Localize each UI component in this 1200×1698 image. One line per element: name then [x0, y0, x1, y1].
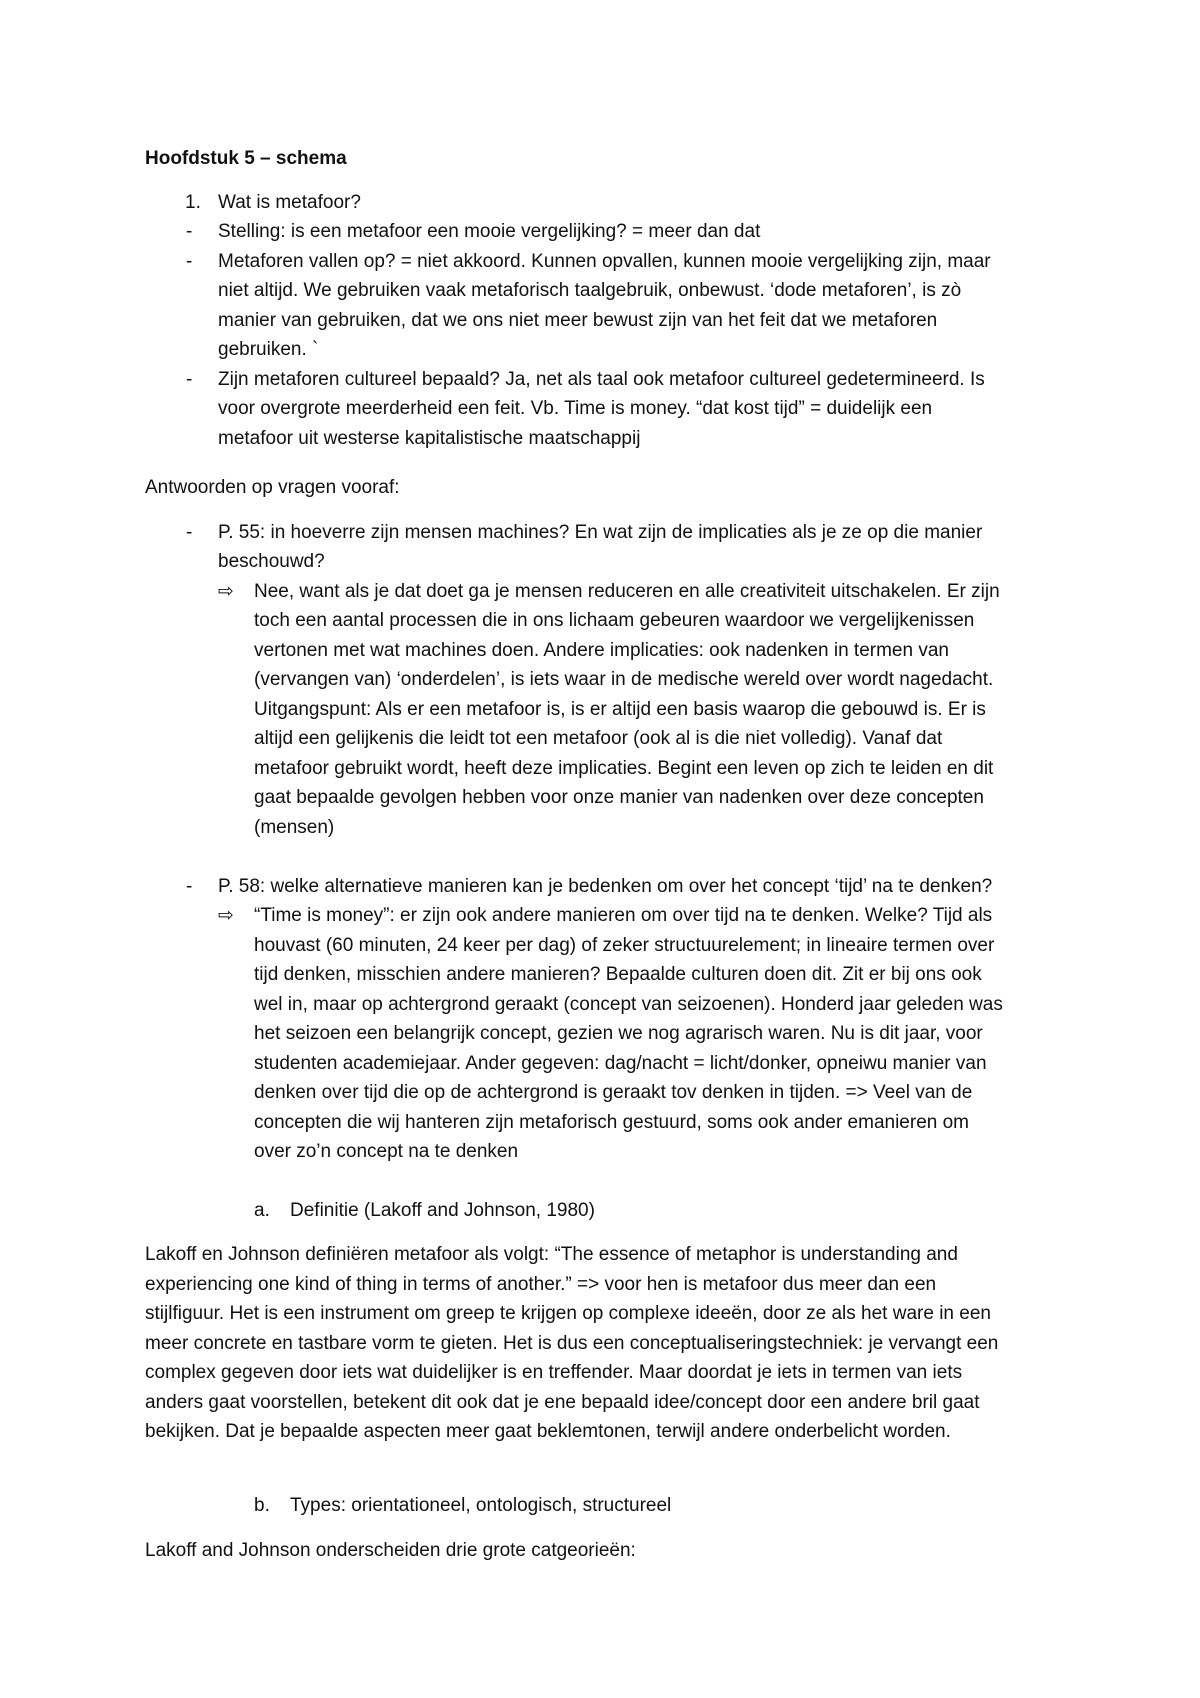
bullet-text: voor overgrote meerderheid een feit. Vb. Time is money. “dat kost tijd” = duidelijk een: [218, 398, 933, 419]
paragraph-line: stijlfiguur. Het is een instrument om greep te krijgen op complexe ideeën, door ze als het ware in een: [145, 1303, 991, 1324]
answer-text: metafoor gebruikt wordt, heeft deze implicaties. Begint een leven op zich te leiden en dit: [254, 758, 994, 779]
list-number: 1.: [185, 192, 201, 213]
dash-bullet: -: [186, 251, 193, 272]
answer-text: Uitgangspunt: Als er een metafoor is, is er altijd een basis waarop die gebouwd is. Er is: [254, 699, 986, 720]
section-heading: Wat is metafoor?: [218, 192, 361, 213]
answer-text: gaat bepaalde gevolgen hebben voor onze manier van nadenken over deze concepten: [254, 787, 984, 808]
section-heading: Antwoorden op vragen vooraf:: [145, 477, 400, 498]
bullet-text: gebruiken. `: [218, 339, 319, 360]
answer-text: over zo’n concept na te denken: [254, 1141, 519, 1162]
paragraph-line: meer concrete en tastbare vorm te gieten. Het is dus een conceptualiseringstechniek: je vervangt een: [145, 1333, 999, 1354]
paragraph-line: complex gegeven door iets wat duidelijker is en treffender. Maar doordat je iets in termen van iets: [145, 1362, 963, 1383]
bullet-text: Zijn metaforen cultureel bepaald? Ja, net als taal ook metafoor cultureel gedetermineerd. Is: [218, 369, 985, 390]
answer-text: houvast (60 minuten, 24 keer per dag) of zeker structuurelement; in lineaire termen over: [254, 935, 995, 956]
dash-bullet: -: [186, 522, 193, 543]
answer-text: tijd denken, misschien andere manieren? Bepaalde culturen doen dit. Zit er bij ons ook: [254, 964, 982, 985]
arrow-icon: ⇨: [218, 581, 234, 602]
bullet-text: manier van gebruiken, dat we ons niet meer bewust zijn van het feit dat we metaforen: [218, 310, 938, 331]
dash-bullet: -: [186, 221, 193, 242]
paragraph-line: Lakoff en Johnson definiëren metafoor als volgt: “The essence of metaphor is understanding and: [145, 1244, 958, 1265]
question-text: P. 55: in hoeverre zijn mensen machines? En wat zijn de implicaties als je ze op die manier: [218, 522, 983, 543]
bullet-text: Stelling: is een metafoor een mooie vergelijking? = meer dan dat: [218, 221, 761, 242]
answer-text: altijd een gelijkenis die leidt tot een metafoor (ook al is die niet volledig). Vanaf dat: [254, 728, 943, 749]
answer-text: denken over tijd die op de achtergrond is geraakt tov denken in tijden. => Veel van de: [254, 1082, 973, 1103]
answer-text: toch een aantal processen die in ons lichaam gebeuren waardoor we vergelijkenissen: [254, 610, 975, 631]
answer-text: (mensen): [254, 817, 335, 838]
question-text: P. 58: welke alternatieve manieren kan je bedenken om over het concept ‘tijd’ na te denken?: [218, 876, 993, 897]
answer-text: (vervangen van) ‘onderdelen’, is iets waar in de medische wereld over wordt nagedacht.: [254, 669, 994, 690]
answer-text: “Time is money”: er zijn ook andere manieren om over tijd na te denken. Welke? Tijd als: [254, 905, 993, 926]
bullet-text: niet altijd. We gebruiken vaak metaforisch taalgebruik, onbewust. ‘dode metaforen’, is zò: [218, 280, 962, 301]
paragraph-line: bekijken. Dat je bepaalde aspecten meer gaat beklemtonen, terwijl andere onderbelicht worden.: [145, 1421, 951, 1442]
dash-bullet: -: [186, 876, 193, 897]
dash-bullet: -: [186, 369, 193, 390]
subsection-heading: Definitie (Lakoff and Johnson, 1980): [290, 1200, 595, 1221]
bullet-text: metafoor uit westerse kapitalistische maatschappij: [218, 428, 641, 449]
subsection-heading: Types: orientationeel, ontologisch, structureel: [290, 1495, 672, 1516]
arrow-icon: ⇨: [218, 905, 234, 926]
answer-text: het seizoen een belangrijk concept, gezien we nog agrarisch waren. Nu is dit jaar, voor: [254, 1023, 983, 1044]
paragraph-line: anders gaat voorstellen, betekent dit ook dat je ene bepaald idee/concept door een andere bril gaat: [145, 1392, 980, 1413]
answer-text: Nee, want als je dat doet ga je mensen reduceren en alle creativiteit uitschakelen. Er zijn: [254, 581, 1000, 602]
paragraph-line: experiencing one kind of thing in terms of another.” => voor hen is metafoor dus meer dan een: [145, 1274, 937, 1295]
answer-text: wel in, maar op achtergrond geraakt (concept van seizoenen). Honderd jaar geleden was: [254, 994, 1003, 1015]
list-marker: b.: [254, 1495, 270, 1516]
answer-text: vertonen met wat machines doen. Andere implicaties: ook nadenken in termen van: [254, 640, 949, 661]
list-marker: a.: [254, 1200, 270, 1221]
question-text: beschouwd?: [218, 551, 325, 572]
answer-text: studenten academiejaar. Ander gegeven: dag/nacht = licht/donker, opneiwu manier van: [254, 1053, 987, 1074]
paragraph-line: Lakoff and Johnson onderscheiden drie grote catgeorieën:: [145, 1540, 636, 1561]
answer-text: concepten die wij hanteren zijn metaforisch gestuurd, soms ook ander emanieren om: [254, 1112, 969, 1133]
bullet-text: Metaforen vallen op? = niet akkoord. Kunnen opvallen, kunnen mooie vergelijking zijn, maar: [218, 251, 991, 272]
page-title: Hoofdstuk 5 – schema: [145, 148, 347, 169]
